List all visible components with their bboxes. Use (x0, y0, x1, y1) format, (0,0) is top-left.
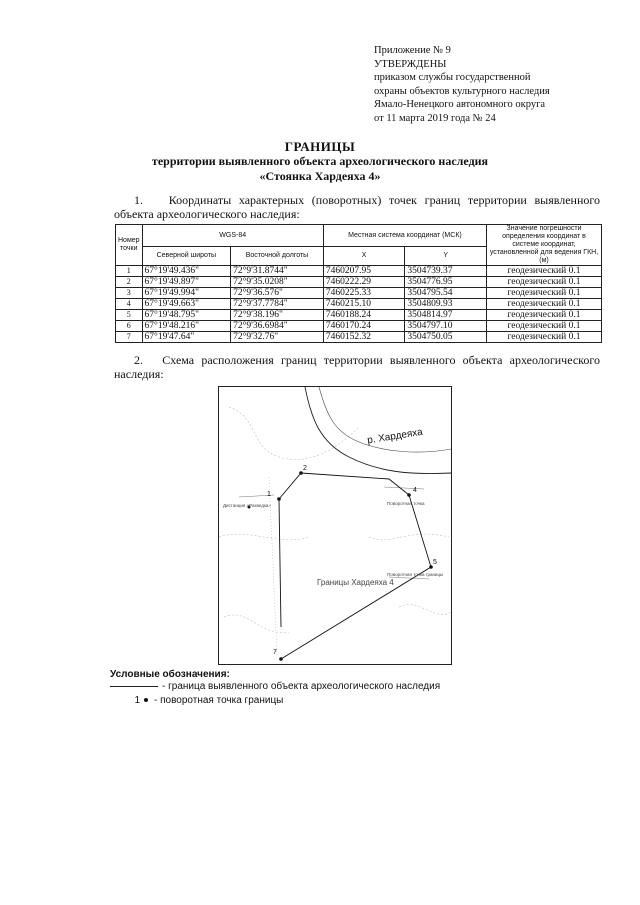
cell-number: 1 (116, 266, 143, 277)
cell-lon: 72°9'36.576" (231, 288, 324, 299)
legend-title: Условные обозначения: (110, 669, 230, 680)
cell-accuracy: геодезический 0.1 (487, 332, 602, 343)
document-subtitle: территории выявленного объекта археологического наследия (151, 154, 489, 168)
cell-lat: 67°19'47.64" (142, 332, 231, 343)
cell-y: 3504739.37 (405, 266, 487, 277)
cell-x: 7460222.29 (323, 277, 405, 288)
cell-y: 3504797.10 (405, 321, 487, 332)
header-accuracy: Значение погрешности определения координат в системе координат, установленной для ведения ГКН, (м) (487, 225, 602, 266)
cell-x: 7460207.95 (323, 266, 405, 277)
cell-lat: 67°19'49.897" (142, 277, 231, 288)
point-label: 1 (267, 491, 271, 498)
authority-line: охраны объектов культурного наследия (374, 85, 550, 97)
turning-point (277, 497, 281, 501)
header-wgs84: WGS-84 (142, 225, 323, 247)
section-1-number: 1. (134, 193, 143, 207)
turning-point (279, 657, 283, 661)
header-y: Y (405, 247, 487, 266)
cell-x: 7460188.24 (323, 310, 405, 321)
contour-line (399, 605, 451, 615)
cell-accuracy: геодезический 0.1 (487, 299, 602, 310)
track-line (389, 577, 429, 579)
cell-accuracy: геодезический 0.1 (487, 277, 602, 288)
cell-accuracy: геодезический 0.1 (487, 266, 602, 277)
cell-lon: 72°9'36.6984" (231, 321, 324, 332)
map-note: Дистанция «Разведка» (223, 503, 271, 508)
section-2-text (114, 353, 600, 381)
table-row (116, 277, 602, 288)
track-line (384, 487, 424, 489)
legend-boundary-text: - граница выявленного объекта археологического наследия (162, 681, 441, 692)
cell-lat: 67°19'48.216" (142, 321, 231, 332)
cell-lon: 72°9'31.8744" (231, 266, 324, 277)
cell-y: 3504795.54 (405, 288, 487, 299)
approved-label: УТВЕРЖДЕНЫ (374, 58, 447, 70)
turning-point (407, 493, 411, 497)
map-note: Поворотная точка границы (387, 572, 444, 577)
cell-lon: 72°9'38.196" (231, 310, 324, 321)
legend-point-text: - поворотная точка границы (154, 695, 284, 706)
cell-accuracy: геодезический 0.1 (487, 310, 602, 321)
contour-line (224, 615, 289, 633)
cell-lon: 72°9'37.7784" (231, 299, 324, 310)
table-row (116, 288, 602, 299)
point-label: 2 (303, 465, 307, 472)
cell-number: 6 (116, 321, 143, 332)
header-x: X (323, 247, 405, 266)
cell-x: 7460215.10 (323, 299, 405, 310)
cell-y: 3504809.93 (405, 299, 487, 310)
cell-x: 7460225.33 (323, 288, 405, 299)
point-label: 5 (433, 559, 437, 566)
cell-lat: 67°19'48.795" (142, 310, 231, 321)
cell-number: 4 (116, 299, 143, 310)
order-date: от 11 марта 2019 года № 24 (374, 112, 496, 124)
section-2-number: 2. (134, 353, 143, 367)
map-note: Поворотная точка (387, 501, 425, 506)
cell-lon: 72°9'32.76" (231, 332, 324, 343)
table-row (116, 299, 602, 310)
cell-accuracy: геодезический 0.1 (487, 321, 602, 332)
legend-boundary (110, 681, 440, 692)
cell-y: 3504776.95 (405, 277, 487, 288)
cell-accuracy: геодезический 0.1 (487, 288, 602, 299)
cell-y: 3504750.05 (405, 332, 487, 343)
cell-number: 2 (116, 277, 143, 288)
cell-number: 3 (116, 288, 143, 299)
cell-number: 7 (116, 332, 143, 343)
section-2-body: Схема расположения границ территории выявленного объекта археологического наследия: (114, 353, 600, 381)
cell-lon: 72°9'35.0208" (231, 277, 324, 288)
appendix-number: Приложение № 9 (374, 45, 451, 56)
approval-block (374, 44, 624, 125)
contour-line (219, 534, 309, 540)
cell-lat: 67°19'49.663" (142, 299, 231, 310)
cell-y: 3504814.97 (405, 310, 487, 321)
table-row (116, 332, 602, 343)
point-label: 4 (413, 487, 417, 494)
area-label: Границы Хардеяха 4 (317, 578, 394, 587)
point-label: 7 (273, 649, 277, 656)
point-dot-symbol (144, 698, 148, 702)
cell-lat: 67°19'49.994" (142, 288, 231, 299)
document-title: ГРАНИЦЫ (284, 139, 356, 154)
coordinates-table (115, 224, 602, 343)
legend-point-number: 1 (134, 695, 140, 706)
header-north: Северной широты (142, 247, 231, 266)
table-row (116, 266, 602, 277)
section-1-body: Координаты характерных (поворотных) точек границ территории выявленного объекта археологического наследия: (114, 193, 601, 221)
river-bank (305, 387, 451, 474)
cell-number: 5 (116, 310, 143, 321)
contour-line (369, 534, 449, 540)
section-1-text (114, 193, 600, 221)
table-row (116, 321, 602, 332)
boundary-map (218, 386, 452, 665)
region-line: Ямало-Ненецкого автономного округа (374, 99, 546, 110)
legend-point (110, 695, 283, 706)
order-line: приказом службы государственной (374, 72, 531, 83)
cell-x: 7460170.24 (323, 321, 405, 332)
cell-x: 7460152.32 (323, 332, 405, 343)
table-row (116, 310, 602, 321)
river-label: р. Хардеяха (366, 426, 424, 447)
boundary-line-symbol (110, 686, 158, 687)
cell-lat: 67°19'49.436" (142, 266, 231, 277)
header-east: Восточной долготы (231, 247, 324, 266)
header-msk: Местная система координат (МСК) (323, 225, 486, 247)
site-name: «Стоянка Хардеяха 4» (259, 169, 381, 183)
header-point-number: Номер точки (116, 225, 143, 266)
